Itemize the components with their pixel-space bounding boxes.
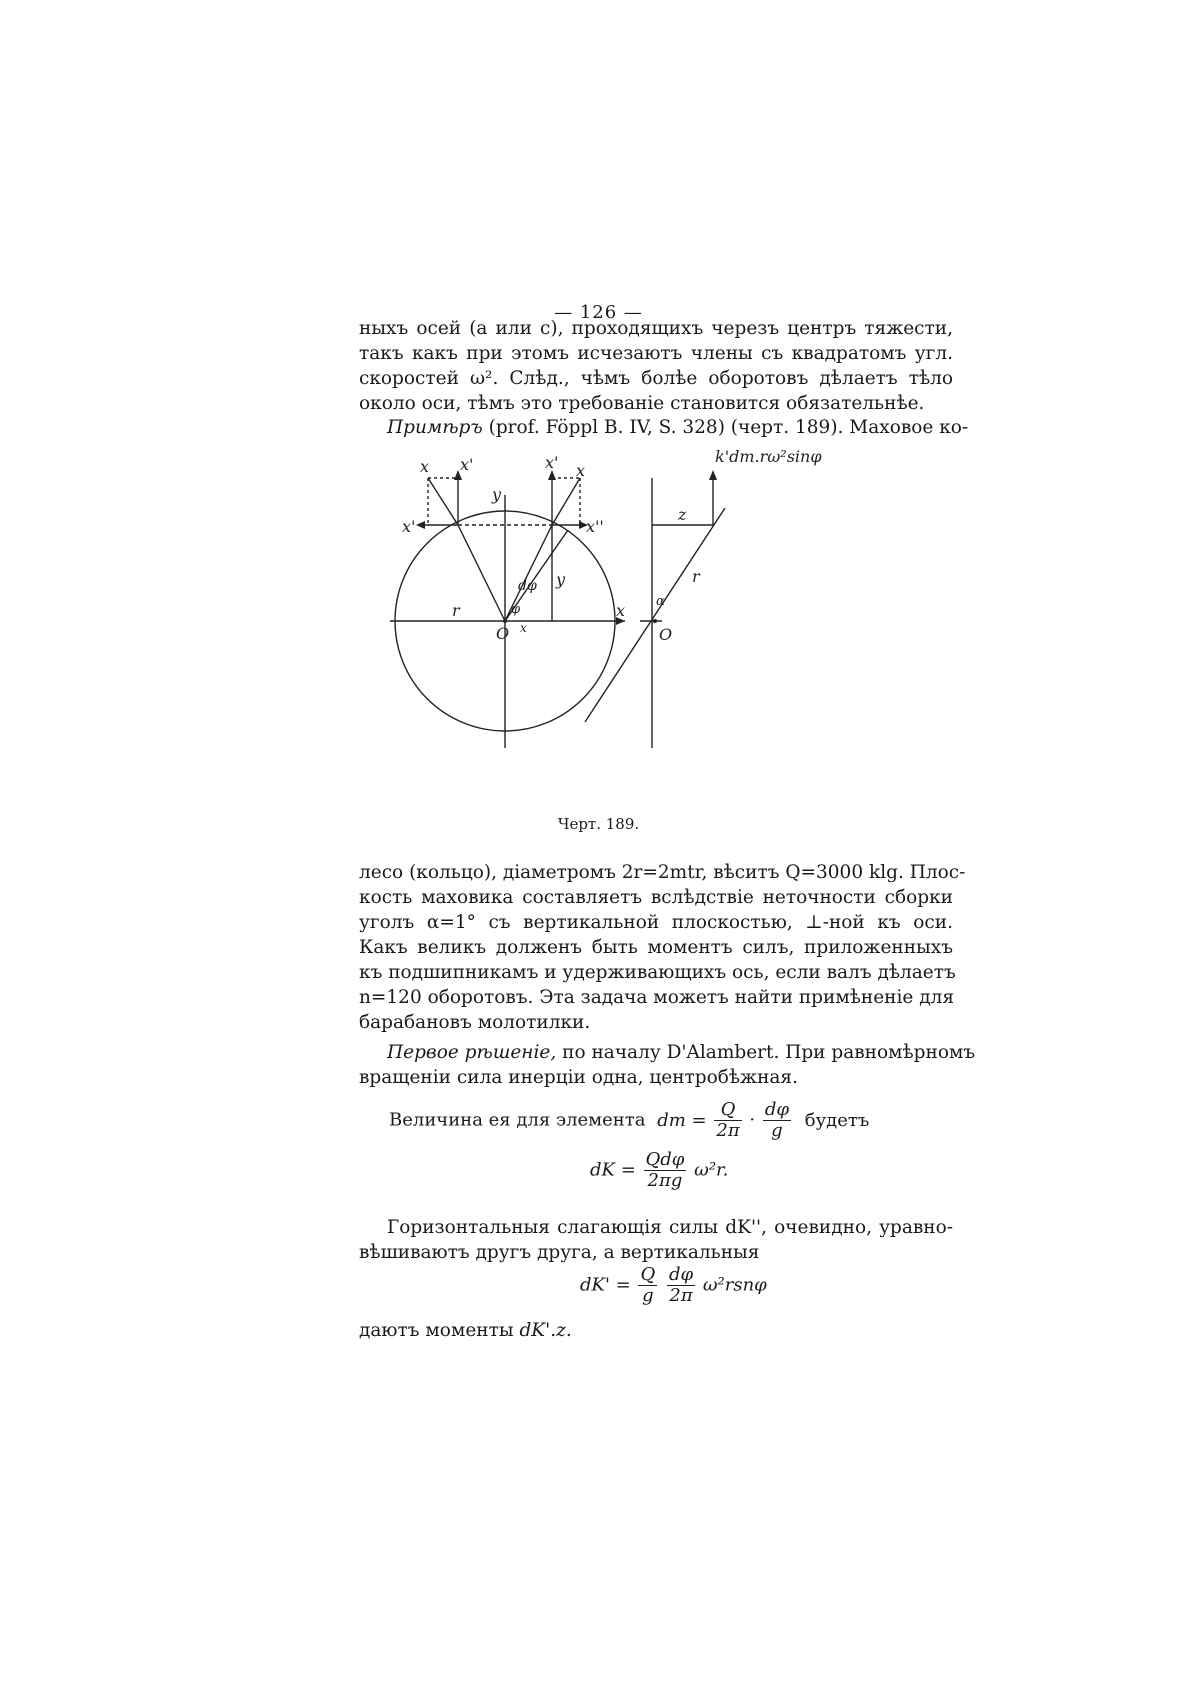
- text-line: вѣшиваютъ другъ друга, а вертикальныя: [359, 1242, 760, 1263]
- figure-189: [380, 440, 900, 810]
- figure-caption: Черт. 189.: [557, 815, 640, 833]
- paragraph-final: [359, 1318, 953, 1343]
- frac-num: Q: [714, 1100, 741, 1121]
- example-label: Примѣръ: [387, 417, 483, 438]
- figure-label: x'': [586, 517, 604, 536]
- paragraph-problem: [359, 860, 966, 1035]
- final-math: dK'.z.: [519, 1320, 572, 1341]
- formula-dk: [590, 1150, 728, 1191]
- figure-label: φ: [511, 602, 521, 617]
- example-text: (prof. Föppl B. IV, S. 328) (черт. 189). Маховое ко-: [482, 417, 969, 438]
- frac-num: Qdφ: [645, 1149, 685, 1170]
- text-line: Какъ великъ долженъ быть моментъ силъ, приложенныхъ: [359, 937, 953, 958]
- figure-label: x: [616, 601, 626, 620]
- formula-tail: ω²r.: [694, 1159, 729, 1181]
- frac-den: 2πg: [647, 1170, 683, 1191]
- text-line: лесо (кольцо), діаметромъ 2r=2mtr, вѣситъ Q=3000 klg. Плос-: [359, 862, 966, 883]
- frac-num: Q: [640, 1264, 656, 1285]
- figure-label: z: [678, 505, 687, 524]
- text-line: къ подшипникамъ и удерживающихъ ось, если валъ дѣлаетъ: [359, 962, 956, 983]
- final-text: даютъ моменты: [359, 1320, 520, 1341]
- text-line: n=120 оборотовъ. Эта задача можетъ найти примѣненіе для: [359, 987, 955, 1008]
- paragraph-intro: [359, 316, 953, 416]
- formula-tail: ω²rsnφ: [702, 1274, 767, 1296]
- formula-suffix: будетъ: [804, 1109, 870, 1131]
- figure-label: k'dm.rω²sinφ: [715, 447, 822, 466]
- paragraph-solution: [359, 1040, 976, 1090]
- frac-den: g: [642, 1285, 654, 1306]
- frac-den: 2π: [716, 1120, 740, 1141]
- radius-line: [458, 525, 505, 621]
- figure-label: r: [452, 601, 460, 620]
- paragraph-example: [359, 415, 969, 440]
- inclined-plane: [585, 508, 725, 722]
- text-line: Горизонтальныя слагающія силы dK'', очевидно, уравно-: [387, 1217, 953, 1238]
- figure-label: O: [496, 624, 510, 643]
- text-line: вращеніи сила инерціи одна, центробѣжная.: [359, 1067, 798, 1088]
- text-line: ныхъ осей (a или c), проходящихъ черезъ центръ тяжести,: [359, 318, 953, 339]
- text-line: барабановъ молотилки.: [359, 1012, 591, 1033]
- formula-dk-prime: [580, 1265, 767, 1306]
- figure-label: y: [556, 570, 566, 589]
- figure-label: dφ: [518, 578, 537, 594]
- page-number: — 126 —: [554, 302, 643, 323]
- solution-label: Первое рѣшеніе,: [387, 1042, 557, 1063]
- force-vector: [552, 478, 580, 525]
- formula-lhs: dK =: [590, 1159, 636, 1181]
- frac-den: 2π: [669, 1285, 693, 1306]
- figure-label: x': [460, 455, 474, 474]
- figure-label: x: [576, 461, 586, 480]
- text-line: около оси, тѣмъ это требованіе становится обязательнѣе.: [359, 393, 925, 414]
- frac-den: g: [771, 1120, 783, 1141]
- solution-text: по началу D'Alambert. При равномѣрномъ: [556, 1042, 976, 1063]
- force-vector: [428, 478, 458, 525]
- figure-label: x: [520, 621, 527, 635]
- figure-label: α: [656, 594, 665, 609]
- formula-prefix: Величина ея для элемента: [389, 1109, 646, 1131]
- formula-dm: Величина ея для элемента dm = $\frac{Q}{2\pi}$ · $\frac{d\varphi}{g}$ будетъ: [389, 1099, 870, 1141]
- formula-lhs: dK' =: [580, 1274, 631, 1296]
- frac-num: dφ: [764, 1099, 790, 1120]
- text-line: скоростей ω². Слѣд., чѣмъ болѣе оборотовъ дѣлаетъ тѣло: [359, 368, 953, 389]
- frac-num: dφ: [668, 1264, 694, 1285]
- figure-label: x: [420, 457, 430, 476]
- text-line: такъ какъ при этомъ исчезаютъ члены съ квадратомъ угл.: [359, 343, 953, 364]
- figure-label: O: [659, 625, 673, 644]
- text-line: кость маховика составляетъ вслѣдствіе неточности сборки: [359, 887, 953, 908]
- figure-label: y: [492, 485, 502, 504]
- text-line: уголъ α=1° съ вертикальной плоскостью, ⊥-ной къ оси.: [359, 912, 953, 933]
- figure-label: x': [402, 517, 416, 536]
- figure-label: r: [692, 567, 700, 586]
- figure-label: x': [545, 453, 559, 472]
- formula-lhs: dm =: [657, 1109, 707, 1131]
- paragraph-horizontal: [359, 1215, 953, 1265]
